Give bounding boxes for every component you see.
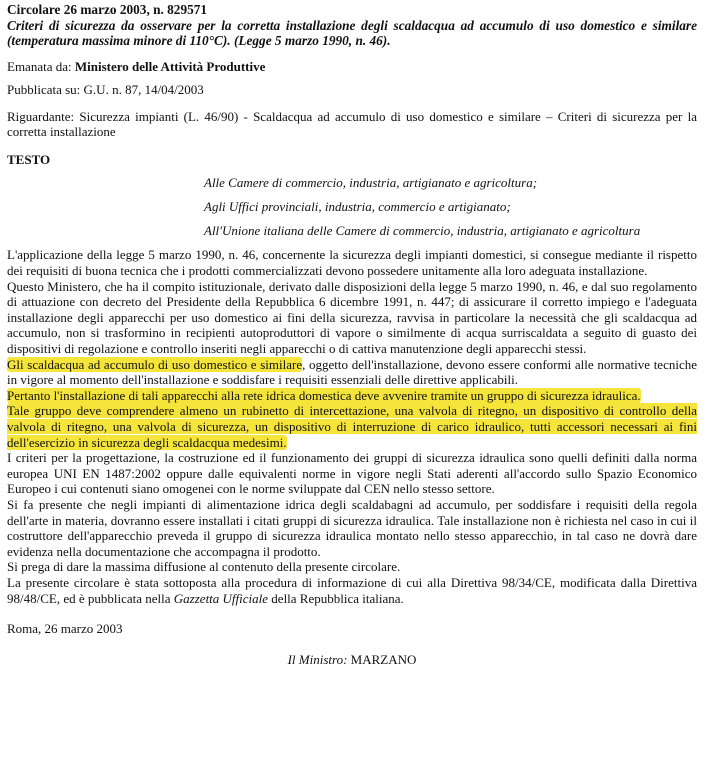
paragraph-5 [7,403,697,450]
testo-heading: TESTO [7,151,51,167]
signer-label: Il Ministro: [287,651,348,667]
paragraph-2: Questo Ministero, che ha il compito istituzionale, derivato dalle disposizioni della legge 5 marzo 1990, n. 46, e dal suo regolamento di attuazione con decreto del Presidente della Repubblica 6 dicembre 1991, n. 447; di assicurare il corretto impiego e l'adeguata installazione degli apparecchi per uso domestico ai fini della sicurezza, ravvisa in particolare la necessità che gli scaldacqua ad accumulo, non si trasformino in recipienti autoproduttori di vapore o similmente di acqua surriscaldata a seguito di guasto dei dispositivi di regolazione e controllo inseriti negli apparecchi o di cattiva manutenzione degli apparecchi stessi. [7,278,697,357]
highlighted-text: Pertanto l'installazione di tali apparecchi alla rete idrica domestica deve avvenire tramite un gruppo di sicurezza idraulica. [7,387,641,403]
highlighted-text: Tale gruppo deve comprendere almeno un rubinetto di intercettazione, una valvola di ritegno, un dispositivo di controllo della valvola di ritegno, una valvola di sicurezza, un dispositivo di interruzione di carico idraulico, tutti accessori necessari ai fini dell'esercizio in sicurezza degli scaldacqua medesimi. [7,403,697,450]
emanata-value: Ministero delle Attività Produttive [74,58,266,74]
addressee-list [204,175,697,238]
paragraph-9-b: della Repubblica italiana. [268,590,404,606]
paragraph-8: Si prega di dare la massima diffusione al contenuto della presente circolare. [7,559,401,575]
addressee-item: Alle Camere di commercio, industria, artigianato e agricoltura; [204,175,538,191]
signature-line [7,652,697,668]
document-page [7,2,697,667]
paragraph-9 [7,575,697,606]
addressee-item: Agli Uffici provinciali, industria, commercio e artigianato; [204,199,511,215]
signer-name: MARZANO [347,651,417,667]
paragraph-6: I criteri per la progettazione, la costruzione ed il funzionamento dei gruppi di sicurezza idraulica sono quelli definiti dalla norma europea UNI EN 1487:2002 oppure dalle equivalenti norme in vigore negli Stati aderenti all'accordo sullo Spazio Economico Europeo i cui contenuti siano omogenei con le norme sviluppate dal CEN nello stesso settore. [7,450,697,497]
riguardante-line: Riguardante: Sicurezza impianti (L. 46/90) - Scaldacqua ad accumulo di uso domestico e similare – Criteri di sicurezza per la corretta installazione [7,108,697,140]
paragraph-7: Si fa presente che negli impianti di alimentazione idrica degli scaldabagni ad accumulo, per soddisfare i requisiti della regola dell'arte in materia, dovranno essere installati i citati gruppi di sicurezza idraulica. Tale installazione non è richiesta nel caso in cui il costruttore dell'apparecchio preveda il gruppo di sicurezza idraulica montato nello stesso apparecchio, in tal caso ne dovrà dare evidenza nella documentazione che accompagna il prodotto. [7,496,697,559]
document-subtitle: Criteri di sicurezza da osservare per la corretta installazione degli scaldacqua ad accumulo di uso domestico e similare (temperatura massima minore di 110°C). (Legge 5 marzo 1990, n. 46). [7,17,697,48]
emanata-line [7,59,697,75]
place-date: Roma, 26 marzo 2003 [7,621,123,637]
emanata-label: Emanata da: [7,58,75,74]
highlighted-text: Gli scaldacqua ad accumulo di uso domestico e similare [7,356,303,372]
paragraph-3 [7,357,697,388]
paragraph-3-rest: , oggetto dell'installazione, devono essere conformi alle normative tecniche in vigore al momento dell'installazione e soddisfare i requisiti essenziali delle direttive applicabili. [7,356,698,388]
paragraph-9-a: La presente circolare è stata sottoposta alla procedura di informazione di cui alla Direttiva 98/34/CE, modificata dalla Direttiva 98/48/CE, ed è pubblicata nella [7,574,697,606]
paragraph-1: L'applicazione della legge 5 marzo 1990, n. 46, concernente la sicurezza degli impianti domestici, si consegue mediante il rispetto dei requisiti di buona tecnica che i prodotti commercializzati devono possedere unitamente alla loro adeguata installazione. [7,247,697,279]
paragraph-4 [7,388,697,404]
gazzetta-ufficiale: Gazzetta Ufficiale [173,590,269,606]
document-body [7,247,697,606]
pubblicata-line: Pubblicata su: G.U. n. 87, 14/04/2003 [7,82,204,98]
addressee-item: All'Unione italiana delle Camere di commercio, industria, artigianato e agricoltura [204,223,641,239]
document-title: Circolare 26 marzo 2003, n. 829571 [7,2,208,17]
